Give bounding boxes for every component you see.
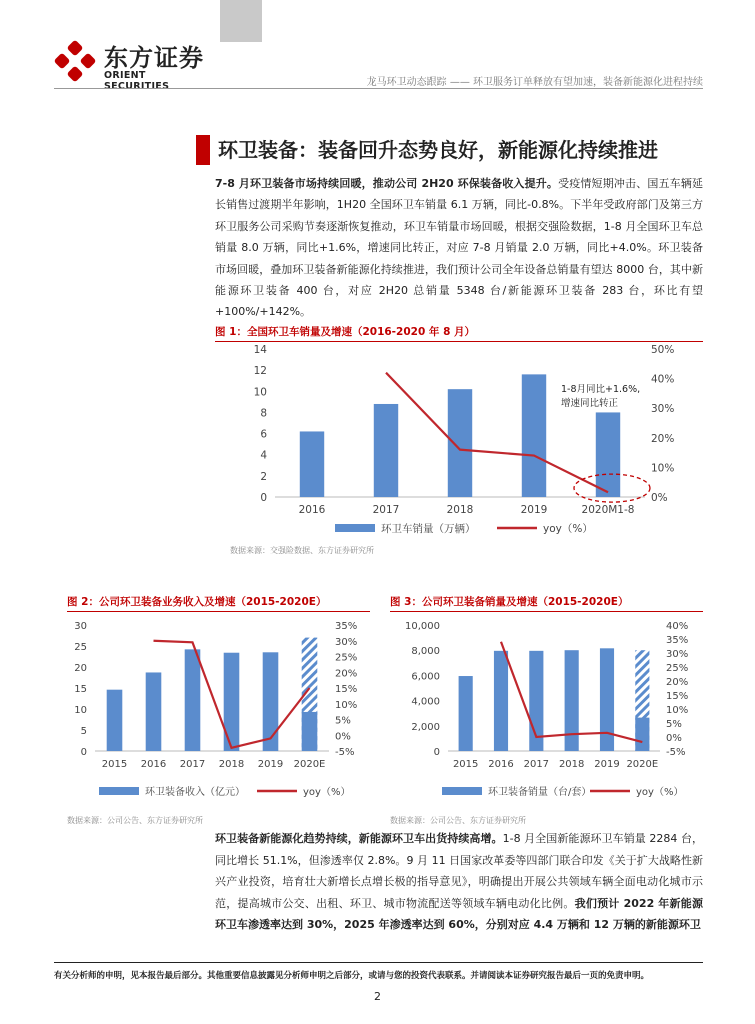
page-number: 2 <box>374 990 381 1003</box>
y2-axis-tick: 0% <box>335 731 351 743</box>
y-axis-tick: 12 <box>253 365 267 378</box>
y2-axis-tick: 10% <box>335 699 358 711</box>
bar <box>635 718 649 751</box>
y-axis-tick: 10 <box>253 386 267 399</box>
bar <box>224 653 240 751</box>
x-axis-tick: 2020E <box>626 759 659 770</box>
bar <box>300 431 324 497</box>
y-axis-tick: 0 <box>433 747 440 758</box>
header-divider <box>54 88 703 89</box>
y-axis-tick: 8 <box>260 407 267 420</box>
bar <box>522 374 546 497</box>
y2-axis-tick: 35% <box>335 621 358 632</box>
y2-axis-tick: 5% <box>335 715 351 727</box>
y2-axis-tick: 20% <box>651 432 675 445</box>
y2-axis-tick: 25% <box>335 652 358 664</box>
y-axis-tick: 4,000 <box>411 696 440 708</box>
y2-axis-tick: 15% <box>666 691 689 702</box>
bar <box>302 712 318 751</box>
y2-axis-tick: 30% <box>666 649 689 660</box>
paragraph-body: 1-8 月全国新能源环卫车销量 2284 台，同比增长 51.1%，但渗透率仅 2.8%。9 月 11 日国家改革委等四部门联合印发《关于扩大战略性新兴产业投资，培育壮大新增长点增长极的指导意见》，明确提出开展公共领域车辆全面电动化城市示范，提高城市公交、出租、环卫、城市物流配送等领域车辆电动化比例。 <box>215 832 704 910</box>
bar <box>494 651 508 751</box>
bar <box>263 652 279 751</box>
figure-2-chart <box>67 613 370 805</box>
bar <box>374 404 398 497</box>
x-axis-tick: 2020M1-8 <box>581 504 635 516</box>
bar <box>448 389 472 497</box>
x-axis-tick: 2017 <box>523 759 550 770</box>
figure-3-source: 数据来源：公司公告、东方证券研究所 <box>390 816 526 825</box>
y-axis-tick: 0 <box>80 747 87 758</box>
bar <box>107 690 123 751</box>
paragraph-forecast: 我们预计 2022 年新能源环卫车渗透率达到 30%，2025 年渗透率达到 60%，分别对应 4.4 万辆和 12 万辆的新能源环卫 <box>215 896 704 932</box>
x-axis-tick: 2015 <box>101 759 128 770</box>
bar <box>600 648 614 751</box>
figure-1-chart <box>215 343 703 543</box>
figure-2-title: 图 2：公司环卫装备业务收入及增速（2015-2020E） <box>67 596 327 608</box>
legend-label: 环卫装备收入（亿元） <box>145 787 245 798</box>
y-axis-tick: 2,000 <box>411 721 440 733</box>
legend-swatch-bar <box>335 524 375 532</box>
x-axis-tick: 2020E <box>293 759 326 770</box>
figure-2-source: 数据来源：公司公告、东方证券研究所 <box>67 816 203 825</box>
figure-1-rule <box>215 341 703 342</box>
legend-label: yoy（%） <box>636 787 684 798</box>
x-axis-tick: 2015 <box>452 759 479 770</box>
y2-axis-tick: 15% <box>335 684 358 695</box>
bar <box>185 649 201 751</box>
y2-axis-tick: 5% <box>666 719 682 730</box>
figure-3-chart <box>390 613 703 805</box>
y2-axis-tick: -5% <box>666 747 686 758</box>
orient-logo-icon <box>54 40 96 82</box>
y2-axis-tick: 35% <box>666 635 689 646</box>
annotation-text: 1-8月同比+1.6%, <box>561 384 641 395</box>
bar <box>565 650 579 751</box>
y-axis-tick: 8,000 <box>411 646 440 658</box>
y-axis-tick: 30 <box>74 621 87 632</box>
x-axis-tick: 2019 <box>520 504 548 516</box>
x-axis-tick: 2018 <box>218 759 245 770</box>
x-axis-tick: 2018 <box>446 504 474 516</box>
legend-swatch-bar <box>442 787 482 795</box>
legend-label: 环卫车销量（万辆） <box>381 523 476 535</box>
y-axis-tick: 10 <box>74 705 87 716</box>
paragraph-lead: 环卫装备新能源化趋势持续，新能源环卫车出货持续高增。 <box>215 832 503 845</box>
y-axis-tick: 15 <box>74 684 87 695</box>
footer-divider <box>54 962 703 963</box>
y2-axis-tick: 20% <box>335 668 358 680</box>
y-axis-tick: 0 <box>260 492 267 504</box>
figure-1-source: 数据来源：交强险数据、东方证券研究所 <box>230 546 374 555</box>
x-axis-tick: 2017 <box>179 759 206 770</box>
y-axis-tick: 4 <box>260 449 267 462</box>
y2-axis-tick: 50% <box>651 344 675 356</box>
figure-2-rule <box>67 611 370 612</box>
y-axis-tick: 2 <box>260 470 267 483</box>
x-axis-tick: 2016 <box>488 759 514 770</box>
paragraph-new-energy <box>215 828 703 936</box>
paragraph-lead: 7-8 月环卫装备市场持续回暖，推动公司 2H20 环保装备收入提升。 <box>215 177 559 190</box>
y2-axis-tick: 10% <box>651 462 675 475</box>
figure-1-title: 图 1：全国环卫车销量及增速（2016-2020 年 8 月） <box>215 326 476 338</box>
bar <box>146 672 162 751</box>
y-axis-tick: 5 <box>80 726 87 737</box>
x-axis-tick: 2019 <box>594 759 620 770</box>
y2-axis-tick: 20% <box>666 677 689 688</box>
x-axis-tick: 2016 <box>140 759 167 770</box>
y-axis-tick: 14 <box>253 344 267 356</box>
paragraph-body: 受疫情短期冲击、国五车辆延长销售过渡期半年影响，1H20 全国环卫车销量 6.1 万辆，同比-0.8%。下半年受政府部门及第三方环卫服务公司采购节奏逐渐恢复推动，环卫车销量市场回暖，根据交强险数据，1-8 月全国环卫车总销量 8.0 万辆，同比+1.6%，增速同比转正，对应 7-8 月销量 2.0 万辆，同比+4.0%。环卫装备市场回暖，叠加环卫装备新能源化持续推进，我们预计公司全年设备总销量有望达 8000 台，其中新能源环卫装备 400 台，对应 2H20 总销量 5348 台/新能源环卫装备 283 台，环比有望+100%/+142%。 <box>215 177 704 319</box>
y2-axis-tick: 10% <box>666 705 689 716</box>
section-title: 环卫装备：装备回升态势良好，新能源化持续推进 <box>218 138 658 162</box>
bar <box>596 412 620 497</box>
section-marker <box>196 135 210 165</box>
bar <box>459 676 473 751</box>
logo-chinese-name: 东方证券 <box>104 44 204 72</box>
y-axis-tick: 6 <box>260 428 267 441</box>
footer-disclaimer: 有关分析师的申明，见本报告最后部分。其他重要信息披露见分析师申明之后部分，或请与您的投资代表联系。并请阅读本证券研究报告最后一页的免责申明。 <box>54 971 650 981</box>
figure-3-rule <box>390 611 703 612</box>
paragraph-market <box>215 173 703 323</box>
x-axis-tick: 2017 <box>372 504 400 516</box>
y2-axis-tick: 0% <box>666 733 682 744</box>
y2-axis-tick: 30% <box>651 403 675 416</box>
y2-axis-tick: 40% <box>666 621 689 632</box>
x-axis-tick: 2019 <box>257 759 284 770</box>
running-title: 龙马环卫动态跟踪 —— 环卫服务订单释放有望加速，装备新能源化进程持续 <box>366 77 703 88</box>
logo-english-name: ORIENT SECURITIES <box>104 70 170 92</box>
company-logo <box>54 38 210 92</box>
legend-label: yoy（%） <box>543 523 593 535</box>
y2-axis-tick: -5% <box>335 747 355 758</box>
y-axis-tick: 20 <box>74 663 87 674</box>
y2-axis-tick: 30% <box>335 636 358 648</box>
y2-axis-tick: 25% <box>666 663 689 674</box>
legend-label: 环卫装备销量（台/套） <box>488 787 592 798</box>
y2-axis-tick: 0% <box>651 492 668 504</box>
header-decor-block <box>220 0 262 42</box>
legend-swatch-bar <box>99 787 139 795</box>
legend-label: yoy（%） <box>303 787 351 798</box>
annotation-text: 增速同比转正 <box>561 398 619 409</box>
y-axis-tick: 25 <box>74 642 87 653</box>
y-axis-tick: 10,000 <box>405 621 440 632</box>
y-axis-tick: 6,000 <box>411 671 440 683</box>
x-axis-tick: 2016 <box>298 504 326 516</box>
x-axis-tick: 2018 <box>558 759 585 770</box>
figure-3-title: 图 3：公司环卫装备销量及增速（2015-2020E） <box>390 596 629 608</box>
y2-axis-tick: 40% <box>651 373 675 386</box>
